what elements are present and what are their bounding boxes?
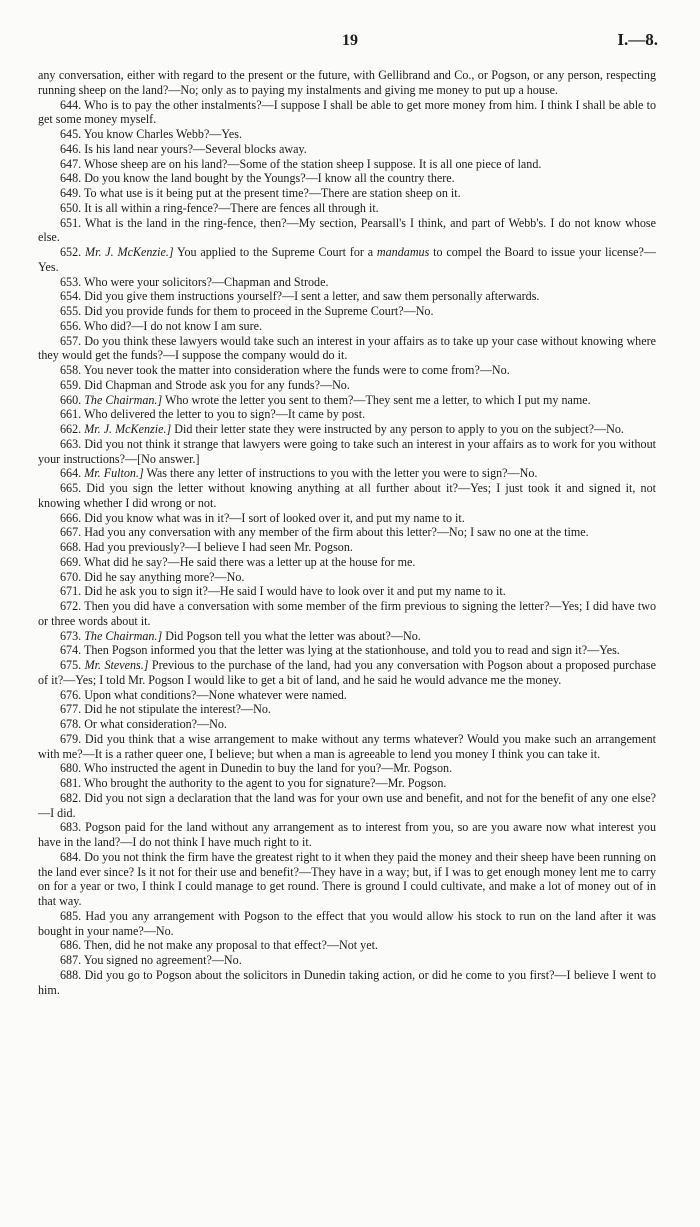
question-paragraph bbox=[38, 393, 656, 408]
question-number: 670. bbox=[60, 569, 82, 584]
question-answer-text: Did he ask you to sign it?—He said I would have to look over it and put my name to it. bbox=[84, 584, 506, 599]
question-answer-text: Then, did he not make any proposal to that effect?—Not yet. bbox=[83, 938, 378, 953]
question-answer-text: any conversation, either with regard to the present or the future, with Gellibrand and Co., or Pogson, or any person, respecting running sheep on the land?—No; only as to paying my instalments and giving me money to put up a house. bbox=[38, 68, 656, 97]
question-paragraph bbox=[38, 201, 656, 216]
question-paragraph bbox=[38, 245, 656, 275]
question-paragraph bbox=[38, 688, 656, 703]
question-number: 675. bbox=[60, 658, 82, 672]
question-paragraph bbox=[38, 658, 656, 688]
question-answer-text: Whose sheep are on his land?—Some of the station sheep I suppose. It is all one piece of land. bbox=[83, 156, 542, 171]
question-answer-text: Or what consideration?—No. bbox=[84, 717, 227, 731]
question-answer-text: Was there any letter of instructions to you with the letter you were to sign?—No. bbox=[146, 466, 538, 481]
question-paragraph bbox=[38, 363, 656, 378]
question-number: 655. bbox=[60, 304, 82, 318]
question-number: 651. bbox=[60, 215, 82, 230]
question-number: 660. bbox=[60, 392, 82, 407]
question-answer-text: Had you any arrangement with Pogson to the effect that you would allow his stock to run on the land after it was bought in your name?—No. bbox=[38, 908, 656, 938]
question-paragraph bbox=[38, 437, 656, 467]
question-number: 677. bbox=[60, 702, 82, 717]
question-paragraph bbox=[38, 216, 656, 246]
question-number: 663. bbox=[60, 436, 82, 451]
speaker-name: Mr. J. McKenzie.] bbox=[84, 422, 172, 436]
question-number: 679. bbox=[60, 731, 82, 746]
question-paragraph bbox=[38, 186, 656, 201]
question-paragraph bbox=[38, 909, 656, 939]
question-paragraph bbox=[38, 570, 656, 585]
question-number: 684. bbox=[60, 849, 82, 864]
question-answer-text: Did you sign the letter without knowing anything at all further about it?—Yes; I just took it and signed it, not knowing whether I did wrong or not. bbox=[38, 481, 656, 510]
question-number: 653. bbox=[60, 274, 82, 289]
speaker-name: Mr. Stevens.] bbox=[84, 658, 149, 672]
question-paragraph bbox=[38, 555, 656, 570]
question-number: 671. bbox=[60, 584, 82, 599]
question-answer-text: Did their letter state they were instructed by any person to apply to you on the subject?—No. bbox=[174, 422, 624, 436]
question-answer-text: Had you previously?—I believe I had seen Mr. Pogson. bbox=[84, 540, 353, 554]
question-answer-text: Who did?—I do not know I am sure. bbox=[83, 318, 262, 333]
question-number: 644. bbox=[60, 97, 82, 112]
question-answer-text: Previous to the purchase of the land, had you any conversation with Pogson about a proposed purchase of it?—Yes; I told Mr. Pogson I would like to get a bit of land, and he said he would advance me the money. bbox=[38, 658, 656, 687]
question-number: 652. bbox=[60, 245, 82, 259]
question-answer-text: You never took the matter into consideration where the funds were to come from?—No. bbox=[83, 363, 510, 377]
question-number: 668. bbox=[60, 540, 82, 554]
question-paragraph bbox=[38, 304, 656, 319]
question-number: 680. bbox=[60, 761, 82, 776]
question-paragraph bbox=[38, 525, 656, 540]
question-answer-text: Did you go to Pogson about the solicitors in Dunedin taking action, or did he come to you first?—I believe I went to him. bbox=[38, 967, 656, 997]
question-answer-text: Did Chapman and Strode ask you for any funds?—No. bbox=[84, 377, 350, 392]
question-number: 648. bbox=[60, 171, 82, 186]
question-paragraph bbox=[38, 171, 656, 186]
question-number: 673. bbox=[60, 628, 82, 643]
question-answer-text: Did Pogson tell you what the letter was about?—No. bbox=[165, 628, 421, 643]
question-number: 664. bbox=[60, 466, 82, 481]
question-paragraph bbox=[38, 968, 656, 998]
question-paragraph bbox=[38, 378, 656, 393]
question-answer-text: You applied to the Supreme Court for a mandamus to compel the Board to issue your license?—Yes. bbox=[38, 245, 656, 274]
page-number: 19 bbox=[342, 32, 358, 49]
question-answer-text: Upon what conditions?—None whatever were named. bbox=[84, 687, 347, 702]
speaker-name: The Chairman.] bbox=[84, 628, 163, 643]
speaker-name: The Chairman.] bbox=[84, 392, 163, 407]
question-paragraph bbox=[38, 717, 656, 732]
question-answer-text: Did he say anything more?—No. bbox=[84, 569, 245, 584]
question-paragraph bbox=[38, 511, 656, 526]
question-paragraph bbox=[38, 275, 656, 290]
question-number: 678. bbox=[60, 717, 82, 731]
continuation-paragraph bbox=[38, 68, 656, 98]
question-number: 646. bbox=[60, 141, 82, 156]
question-answer-text: It is all within a ring-fence?—There are fences all through it. bbox=[84, 200, 379, 215]
question-paragraph bbox=[38, 938, 656, 953]
question-paragraph bbox=[38, 127, 656, 142]
question-paragraph bbox=[38, 732, 656, 762]
question-number: 661. bbox=[60, 407, 82, 422]
question-answer-text: Did you not sign a declaration that the land was for your own use and benefit, and not for the benefit of any one else?—I did. bbox=[38, 790, 656, 820]
question-paragraph bbox=[38, 820, 656, 850]
question-paragraph bbox=[38, 157, 656, 172]
question-answer-text: What did he say?—He said there was a letter up at the house for me. bbox=[83, 554, 416, 569]
question-paragraph bbox=[38, 289, 656, 304]
document-reference: I.—8. bbox=[617, 30, 658, 49]
question-paragraph bbox=[38, 319, 656, 334]
question-answer-text: Who wrote the letter you sent to them?—They sent me a letter, to which I put my name. bbox=[164, 392, 591, 407]
question-paragraph bbox=[38, 953, 656, 968]
question-paragraph bbox=[38, 422, 656, 437]
question-number: 645. bbox=[60, 127, 82, 141]
question-answer-text: Had you any conversation with any member of the firm about this letter?—No; I saw no one at the time. bbox=[84, 525, 589, 540]
question-paragraph bbox=[38, 540, 656, 555]
question-answer-text: You signed no agreement?—No. bbox=[83, 953, 242, 967]
question-paragraph bbox=[38, 481, 656, 511]
question-answer-text: Who delivered the letter to you to sign?—It came by post. bbox=[83, 407, 366, 422]
question-paragraph bbox=[38, 850, 656, 909]
testimony-body bbox=[38, 68, 656, 997]
question-paragraph bbox=[38, 98, 656, 128]
question-number: 657. bbox=[60, 333, 82, 348]
question-answer-text: Who instructed the agent in Dunedin to buy the land for you?—Mr. Pogson. bbox=[83, 761, 453, 776]
question-number: 647. bbox=[60, 156, 82, 171]
question-answer-text: Did you provide funds for them to proceed in the Supreme Court?—No. bbox=[84, 304, 434, 318]
question-paragraph bbox=[38, 791, 656, 821]
question-answer-text: Then Pogson informed you that the letter was lying at the stationhouse, and told you to read and sign it?—Yes. bbox=[83, 643, 620, 658]
question-answer-text: Do you not think the firm have the greatest right to it when they paid the money and their sheep have been running on the land ever since? Is it not for their use and benefit?—They have in a way; but, if I was to get enough money lent me to carry on for a year or two, I think I could manage to get round. There is ground I could cultivate, and make a lot of money out of in that way. bbox=[38, 849, 656, 908]
question-number: 665. bbox=[60, 481, 82, 495]
question-answer-text: Who were your solicitors?—Chapman and Strode. bbox=[83, 274, 329, 289]
question-paragraph bbox=[38, 702, 656, 717]
question-number: 669. bbox=[60, 554, 82, 569]
question-paragraph bbox=[38, 407, 656, 422]
question-number: 683. bbox=[60, 820, 82, 835]
question-number: 682. bbox=[60, 790, 82, 805]
question-number: 686. bbox=[60, 938, 82, 953]
question-answer-text: Pogson paid for the land without any arrangement as to interest from you, so are you aware now what interest you have in the land?—I do not think I have much right to it. bbox=[38, 820, 656, 849]
speaker-name: Mr. Fulton.] bbox=[84, 466, 144, 481]
question-number: 659. bbox=[60, 377, 82, 392]
question-paragraph bbox=[38, 466, 656, 481]
question-number: 656. bbox=[60, 318, 82, 333]
question-answer-text: Did you not think it strange that lawyers were going to take such an interest in your affairs as to work for you without your instructions?—[No answer.] bbox=[38, 436, 656, 466]
question-answer-text: Did you know what was in it?—I sort of looked over it, and put my name to it. bbox=[84, 510, 465, 525]
question-number: 654. bbox=[60, 289, 82, 304]
question-paragraph bbox=[38, 776, 656, 791]
question-answer-text: You know Charles Webb?—Yes. bbox=[83, 127, 243, 141]
question-paragraph bbox=[38, 761, 656, 776]
question-paragraph bbox=[38, 629, 656, 644]
question-answer-text: Do you think these lawyers would take such an interest in your affairs as to take up your case without knowing where they would get the funds?—I suppose the company would do it. bbox=[38, 333, 656, 363]
question-answer-text: To what use is it being put at the present time?—There are station sheep on it. bbox=[83, 186, 461, 200]
question-answer-text: Then you did have a conversation with some member of the firm previous to signing the letter?—Yes; I did have two or three words about it. bbox=[38, 599, 656, 628]
question-answer-text: Did he not stipulate the interest?—No. bbox=[84, 702, 271, 717]
question-number: 672. bbox=[60, 599, 82, 613]
question-answer-text: Who brought the authority to the agent to you for signature?—Mr. Pogson. bbox=[83, 776, 447, 790]
question-number: 687. bbox=[60, 953, 82, 967]
question-number: 676. bbox=[60, 687, 82, 702]
question-paragraph bbox=[38, 142, 656, 157]
question-answer-text: What is the land in the ring-fence, then?—My section, Pearsall's I think, and part of Webb's. I do not know whose else. bbox=[38, 215, 656, 245]
question-paragraph bbox=[38, 599, 656, 629]
question-answer-text: Is his land near yours?—Several blocks away. bbox=[84, 141, 307, 156]
question-paragraph bbox=[38, 334, 656, 364]
question-paragraph bbox=[38, 643, 656, 658]
question-answer-text: Did you give them instructions yourself?—I sent a letter, and saw them personally afterwards. bbox=[84, 289, 540, 304]
question-number: 650. bbox=[60, 200, 82, 215]
question-number: 688. bbox=[60, 967, 82, 982]
question-number: 658. bbox=[60, 363, 82, 377]
question-number: 662. bbox=[60, 422, 82, 436]
question-answer-text: Did you think that a wise arrangement to make without any terms whatever? Would you make such an arrangement with me?—It is a rather queer one, I believe; but when a man is agreeable to lend you money I think you can take it. bbox=[38, 731, 656, 761]
question-number: 674. bbox=[60, 643, 82, 658]
question-number: 685. bbox=[60, 908, 82, 923]
question-number: 649. bbox=[60, 186, 82, 200]
speaker-name: Mr. J. McKenzie.] bbox=[85, 245, 174, 259]
question-answer-text: Who is to pay the other instalments?—I suppose I shall be able to get more money from him. I think I shall be able to get some money myself. bbox=[38, 97, 656, 127]
question-number: 666. bbox=[60, 510, 82, 525]
question-number: 667. bbox=[60, 525, 82, 540]
question-answer-text: Do you know the land bought by the Youngs?—I know all the country there. bbox=[84, 171, 455, 186]
question-number: 681. bbox=[60, 776, 82, 790]
question-paragraph bbox=[38, 584, 656, 599]
